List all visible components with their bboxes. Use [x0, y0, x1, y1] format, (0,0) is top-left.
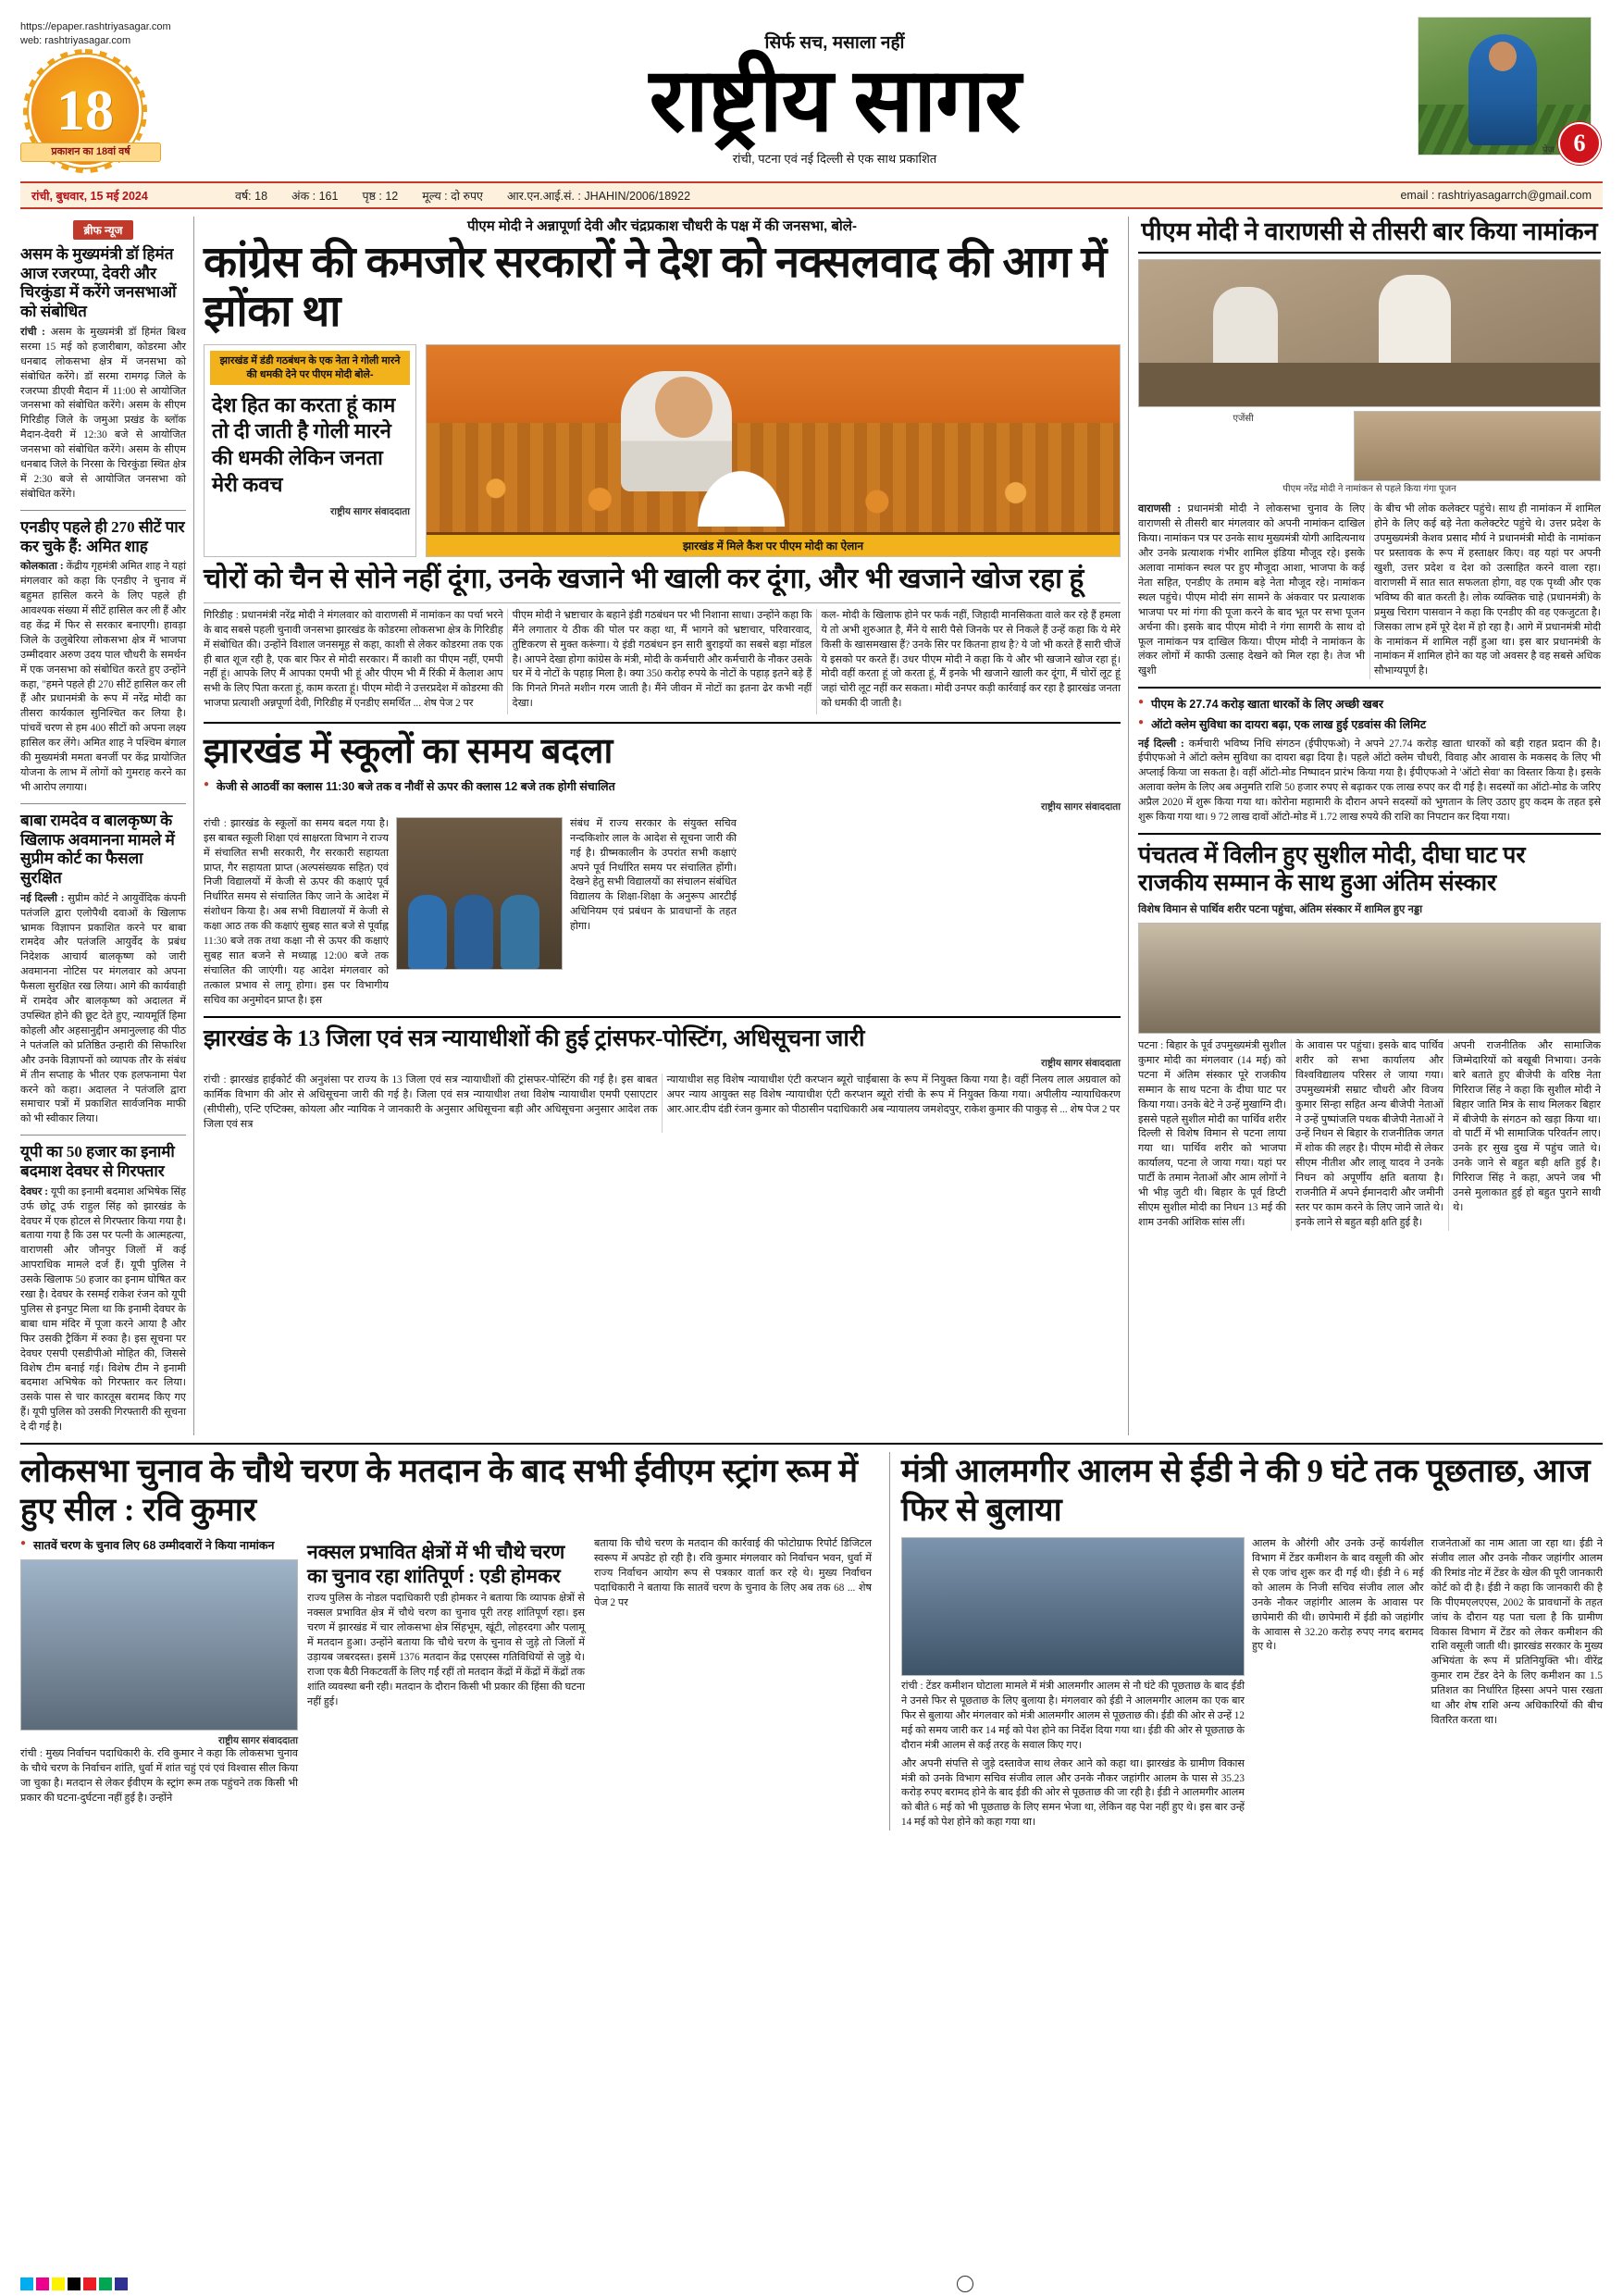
epfo-subbullet: ● ऑटो क्लेम सुविधा का दायरा बढ़ा, एक लाख हुई एडवांस की लिमिट — [1138, 716, 1601, 733]
lead-photo — [426, 344, 1121, 557]
brief-headline: यूपी का 50 हजार का इनामी बदमाश देवघर से गिरफ्तार — [20, 1143, 175, 1180]
info-bar — [20, 181, 1603, 209]
print-color-bar — [20, 2277, 128, 2290]
evm-headline: लोकसभा चुनाव के चौथे चरण के मतदान के बाद सभी ईवीएम स्ट्रांग रूम में हुए सील : रवि कुमार — [20, 1453, 859, 1529]
brief-place: कोलकाता : — [20, 561, 64, 573]
ed-text-col1: रांची : टेंडर कमीशन घोटाला मामले में मंत्री आलमगीर आलम से नौ घंटे की पूछताछ के बाद ईडी ने उनसे फिर से पूछताछ के लिए बुलाया है। मंगलवार को ईडी ने आलमगीर आलम का एक बार फिर से बुलाया और मंगलवार को मंत्री आलमगीर आलम से पूछताछ की। ईडी की ओर से उन्हें 12 मई को समय जारी कर 14 मई को पेश होने का निर्देश दिया गया था। ईडी की ओर से पूछताछ के दौरान मंत्री आलम से कई तरह के सवाल किए गए। — [901, 1681, 1245, 1751]
evm-story — [20, 1452, 890, 1831]
evm-text-col3: बताया कि चौथे चरण के मतदान की कार्रवाई की फोटोग्राफ रिपोर्ट डिजिटल स्वरूप में अपडेट हो रही है। रवि कुमार मंगलवार को निर्वाचन भवन, धुर्वा में राज्य निर्वाचन आयोग रूप से पत्रकार वार्ता कर रहे थे। मुख्य निर्वाचन पदाधिकारी ने बताया कि सातवें चरण के चुनाव के लिए अब तक 68 ... शेष पेज 2 पर — [594, 1538, 872, 1608]
schools-text-col1: रांची : झारखंड के स्कूलों का समय बदल गया है। इस बाबत स्कूली शिक्षा एवं साक्षरता विभाग ने राज्य में संचालित सभी सरकारी, गैर सरकारी सहायता प्राप्त, गैर सहायता प्राप्त (अल्पसंख्यक सहित) एवं निजी विद्यालयों में केजी से ऊपर की कक्षाएं पूर्व निर्धारित समय से संचालित किए जाने के आदेश में संशोधन किया है। अब सभी विद्यालयों में केजी से कक्षा आठ तक की कक्षाएं सुबह सात बजे से पूर्वाह्न 11:30 बजे तक तथा कक्षा नौ से ऊपर की कक्षाएं सुबह सात बजने से मध्याह्न 12:00 बजे तक संचालित की जाएंगी। यह आदेश मंगलवार को तत्काल प्रभाव से लागू होगा। इस पर विभागीय सचिव का अनुमोदन प्राप्त है। इस — [204, 817, 389, 1006]
brief-news-column — [20, 217, 194, 1435]
color-swatch-green — [99, 2277, 112, 2290]
lead-body — [204, 609, 1121, 714]
lead-body-col3: कल- मोदी के खिलाफ होने पर फर्क नहीं, जिहादी मानसिकता वाले कर रहे हैं हमला ये तो अभी शुरुआत है, मैंने ये सारी पैसे जिनके पर से निकले हैं उन्हें कहा कि ये मेरे किसी के खासमखास हैं? उनके सिर पर कितना हाथ है? ये जो भी करते हैं सारी चीजें ये इसको पर करते हैं। उधर पीएम मोदी ने कहा कि ये और भी खजाने खोज रहा हूं। मोदी वहीं करता हूं जो करता हूं, मैं इनके भी खजाने खाली कर दूंगा, मैं चोरों लूट हूं जहां चोरी लूट नहीं कर सकता। मोदी उनपर कड़ी कार्रवाई कर रहा है झारखंड जनता को धमकी दी जाती है। — [821, 609, 1121, 710]
lead-quote-text: देश हित का करता हूं काम तो दी जाती है गोली मारने की धमकी लेकिन जनता मेरी कवच — [212, 392, 396, 496]
rni-number: आर.एन.आई.सं. : JHAHIN/2006/18922 — [506, 189, 691, 203]
sushil-modi-headline: पंचतत्व में विलीन हुए सुशील मोदी, दीघा घाट पर राजकीय सम्मान के साथ हुआ अंतिम संस्कार — [1138, 842, 1526, 897]
masthead-tagline-bottom: रांची, पटना एवं नई दिल्ली से एक साथ प्रकाशित — [732, 151, 937, 166]
masthead-right — [1418, 17, 1603, 172]
brief-item — [20, 245, 186, 503]
brief-text: केंद्रीय गृहमंत्री अमित शाह ने यहां मंगलवार को कहा कि एनडीए ने चुनाव में बहुमत हासिल करने के लिए पहले ही आवश्यक संख्या में सीटें हासिल कर ली हैं और वह केंद्र में फिर से सरकार बनाएगी। हावड़ा जिले के उलुबेरिया लोकसभा क्षेत्र में भाजपा उम्मीदवार अरुण उदय पाल चौधरी के समर्थन में एक जनसभा को संबोधित करते हुए उन्होंने कहा, "हमने पहले ही 270 सीटें हासिल कर ली हैं और प्रधानमंत्री के रूप में नरेंद्र मोदी का तीसरा कार्यकाल सुनिश्चित कर लिया है। पांचवें चरण से हम 400 सीटों को अपना लक्ष्य हासिल कर लेंगे। अमित शाह ने पश्चिम बंगाल की मुख्यमंत्री ममता बनर्जी पर केंद्र प्रायोजित योजना के लाभ में लोगों को गुमराह करने का भी आरोप लगाया। — [20, 561, 186, 793]
color-swatch-red — [83, 2277, 96, 2290]
lead-headline: कांग्रेस की कमजोर सरकारों ने देश को नक्सलवाद की आग में झोंका था — [204, 239, 1107, 337]
brief-place: देवघर : — [20, 1185, 48, 1198]
ed-text-col4: राजनेताओं का नाम आता जा रहा था। ईडी ने संजीव लाल और उनके नौकर जहांगीर आलम की रिमांड नोट में टेंडर के खेल की पूरी जानकारी कोर्ट को दी है। ईडी ने कहा कि जानकारी की है कि पीएमएलएएस, 2002 के प्रावधानों के तहत जांच के दौरान यह पता चला है कि ग्रामीण विकास विभाग में टेंडर को लेकर कमीशन की राशि वसूली जाती थी। झारखंड सरकार के मुख्य अभियंता के रूप में प्रतिनियुक्ति भी। वीरेंद्र कुमार राम टेंडर देने के लिए कमीशन का 1.5 प्रतिशत का निर्धारित हिस्सा अपने पास रखता था और शेष राशि अन्य अधिकारियों की बीच वितरित करता था। — [1431, 1538, 1603, 1726]
color-swatch-cyan — [20, 2277, 33, 2290]
judges-headline: झारखंड के 13 जिला एवं सत्र न्यायाधीशों की हुई ट्रांसफर-पोस्टिंग, अधिसूचना जारी — [204, 1025, 865, 1051]
dateline: रांची, बुधवार, 15 मई 2024 — [31, 189, 148, 203]
funeral-photo — [1138, 923, 1601, 1034]
brief-place: नई दिल्ली : — [20, 892, 65, 904]
ganga-puja-caption: पीएम नरेंद्र मोदी ने नामांकन से पहले किया गंगा पूजन — [1282, 484, 1456, 495]
ed-text-col3: आलम के औरंगी और उनके उन्हें कार्यशील विभाग में टेंडर कमीशन के बाद वसूली की ओर से एक जांच शुरू कर दी गई थी। ईडी ने 6 मई को आलम के निजी सचिव संजीव लाल और उनके नौकर जहांगीर आलम के आवास पर छापेमारी की थी। छापेमारी में ईडी को जहांगीर के आवास से 32.20 करोड़ रुपए नगद बरामद हुए थे। — [1252, 1538, 1424, 1653]
divider — [204, 722, 1121, 724]
email-address[interactable]: email : rashtriyasagarrch@gmail.com — [1400, 189, 1592, 202]
lead-kicker: पीएम मोदी ने अन्नापूर्णा देवी और चंद्रप्रकाश चौधरी के पक्ष में की जनसभा, बोले- — [467, 218, 857, 234]
schools-bullet: ● केजी से आठवीं का क्लास 11:30 बजे तक व नौवीं से ऊपर की क्लास 12 बजे तक होगी संचालित — [204, 778, 1121, 795]
color-swatch-blue — [115, 2277, 128, 2290]
brief-news-kicker: ब्रीफ न्यूज — [73, 220, 134, 240]
judges-text-col1: रांची : झारखंड हाईकोर्ट की अनुशंसा पर राज्य के 13 जिला एवं सत्र न्यायाधीशों की ट्रांसफर-पोस्टिंग की गई है। इस बाबत कार्मिक विभाग की ओर से अधिसूचना जारी की गई है। जिला एवं सत्र न्यायाधीश तथा विशेष न्यायाधीश एमपी एसाएटार (सीपीसी), एन्टि एप्टिक्स, कोयला और न्यायिक ने जानकारी के अनुसार अधिसूचना बड़ी और अधिसूचना अनुसार आदेश तक जिला एवं सत्र — [204, 1074, 658, 1130]
color-swatch-black — [68, 2277, 81, 2290]
volume-year: वर्ष: 18 — [235, 189, 268, 203]
brief-item — [20, 1143, 186, 1435]
lead-media-row — [204, 344, 1121, 557]
sushil-text-col2: के आवास पर पहुंचा। इसके बाद पार्थिव शरीर को सभा कार्यालय और विश्वविद्यालय परिसर ले जाया गया। उपमुख्यमंत्री सम्राट चौधरी और विजय कुमार सिन्हा सहित अन्य बीजेपी नेताओं ने उन्हें पुष्पांजलि पथक बीजेपी नेताओं ने उन्हें निधन से बिहार के राजनीतिक जगत में शोक की लहर है। पीएम मोदी से लेकर सीएम नीतीश और लालू यादव ने उनके निधन को अपूर्णीय क्षति बताया है। राजनीति में अपने ईमानदारी और जमीनी स्तर पर काम करने के लिए जाने जाते थे। इनके लाने से बहुत बड़ी क्षति हुई है। — [1295, 1040, 1443, 1228]
anniversary-badge — [20, 57, 159, 168]
lead-body-col1: गिरिडीह : प्रधानमंत्री नरेंद्र मोदी ने मंगलवार को वाराणसी में नामांकन का पर्चा भरने के बाद सबसे पहली चुनावी जनसभा झारखंड के कोडरमा लोकसभा क्षेत्र के गिरिडीह में संबोधित की। उन्होंने विशाल जनसमूह से कहा, काशी से लेकर कोडरमा तक एक ही बात शूज रही है, एक बार फिर से मोदी सरकार। मैं काशी का पीएम नहीं, एमपी नहीं हूं। आपके लिए मैं आपका एमपी भी हूं और पीएम भी मैं रिंकी में कैलाश आप सभी के लिए पिता करता हूं, काम करता हूं। पीएम मोदी ने उत्तरप्रदेश में कोडरमा की भाजपा प्रत्याशी अन्नपूर्णा देवी, गिरिडीह में एनडीए समर्थित ... शेष पेज 2 पर — [204, 609, 503, 710]
divider — [1138, 833, 1601, 835]
sushil-text-col3: अपनी राजनीतिक और सामाजिक जिम्मेदारियों को बखूबी निभाया। उनके बारे बताते हुए बीजेपी के वरिष्ठ नेता गिरिराज सिंह ने कहा कि सुशील मोदी ने बिहार जाति मित्र के साथ मिलकर बिहार में बीजेपी के संगठन को खड़ा किया था। वो पार्टी में भी सामाजिक परिवर्तन लाए। उनके हर सुख दुख में पहुंच जाते थे। उनके जाने से बहुत बड़ी क्षति हुई है। गिरिराज सिंह ने कहा, अपने जब भी उनसे मुलाकात हुई हो बहुत पुराने साथी थे। — [1453, 1040, 1601, 1214]
issue-number: अंक : 161 — [291, 189, 339, 203]
lead-subhead: चोरों को चैन से सोने नहीं दूंगा, उनके खजाने भी खाली कर दूंगा, और भी खजाने खोज रहा हूं — [204, 564, 1084, 595]
ed-headline: मंत्री आलमगीर आलम से ईडी ने की 9 घंटे तक पूछताछ, आज फिर से बुलाया — [901, 1453, 1591, 1529]
epfo-text: कर्मचारी भविष्य निधि संगठन (ईपीएफओ) ने अपने 27.74 करोड़ खाता धारकों को बड़ी राहत प्रदान की है। ईपीएफओ ने ऑटो क्लेम सुविधा का दायरा बढ़ा दिया है। पहले ऑटो क्लेम चौधरी, विवाह और आवास के मकसद के लिए भी अप्लाई किया जा सकता है। वहीं ऑटो-मोड निष्पादन प्रारंभ किया गया है। ईपीएफओ ने 'ऑटो सेवा' का विस्तार किया है। इसके अलावा क्लेम के लिए अब अनुमति राशि 50 हजार रुपए से बढ़ाकर एक लाख रुपए कर दी गई है। सदस्यों का ऑटो-मोड के जरिए अप्रैल 2020 में शुरू किया गया था। कोरोना महामारी के दौरान अपने सदस्यों को भुगतान के लिए उठाए हुए कदम के तहत इसे शुरू किया गया था। 9 72 लाख दावों ऑटो-मोड में 1.72 लाख रुपये की राशि का निपटान कर दिया गया। — [1138, 738, 1602, 824]
photo-credit: एजेंसी — [1233, 414, 1254, 425]
brief-text: सुप्रीम कोर्ट ने आयुर्वेदिक कंपनी पतंजलि द्वारा एलोपैथी दवाओं के खिलाफ भ्रामक विज्ञापन प्रकाशित करने पर बाबा रामदेव और पतंजलि आयुर्वेद के प्रबंध निदेशक आचार्य बालकृष्ण को जारी अवमानना नोटिस पर मंगलवार को अपना फैसला सुरक्षित रख लिया। आगे की कार्यवाही में रामदेव और बालकृष्ण को अदालत में उपस्थित होने की छूट देते हुए, न्यायमूर्ति हिमा कोहली और अहसानुद्दीन अमानुल्लाह की पीठ ने पतंजलि को प्रतिष्ठित उन्हारी की सिफारिश और उनके विज्ञापनों को व्यापक तौर के संबंध में तीन सप्ताह के भीतर एक हलफनामा पेश करने को कहा। अदालत ने पतंजलि द्वारा समाचार पत्रों में प्रकाशित सार्वजनिक माफी को भी स्वीकार लिया। — [20, 892, 187, 1125]
student-figure — [501, 895, 539, 969]
main-grid — [20, 217, 1603, 1435]
nomination-place: वाराणसी : — [1138, 503, 1182, 515]
sushil-modi-story — [1138, 842, 1601, 1231]
lead-quote-byline: राष्ट्रीय सागर संवाददाता — [329, 506, 410, 518]
person-face — [1489, 42, 1517, 71]
desk-decor — [1139, 363, 1600, 406]
color-swatch-yellow — [52, 2277, 65, 2290]
schools-photo — [396, 817, 563, 970]
divider — [20, 1135, 186, 1136]
brief-place: रांची : — [20, 326, 45, 338]
ganga-puja-photo — [1354, 411, 1601, 481]
evm-subcaption: ● सातवें चरण के चुनाव लिए 68 उम्मीदवारों ने किया नामांकन — [20, 1537, 298, 1554]
alamgir-photo — [901, 1537, 1245, 1676]
student-figure — [454, 895, 493, 969]
brief-text: असम के मुख्यमंत्री डॉ हिमंत बिश्व सरमा 15 मई को हजारीबाग, कोडरमा और धनबाद लोकसभा क्षेत्र में जनसभा को संबोधित करेंगे। डॉ सरमा रामगढ़ जिले के रजरप्पा डीएवी मैदान में 11:00 से आयोजित जनसभा को संबोधित करेंगे। असम के सीएम गिरिडीह जिले के जमुआ प्रखंड के ब्लॉक मैदान-देवरी में 12:30 बजे से आयोजित जनसभा को संबोधित करेंगे। असम के सीएम धनबाद जिले के निरसा के चिरकुंडा स्थित क्षेत्र में 2:30 बजे से आयोजित जनसभा को संबोधित करेंगे। — [20, 326, 187, 500]
lotus-symbol-icon — [690, 462, 792, 527]
page-badge: 6 — [1558, 122, 1601, 165]
page-count: पृष्ठ : 12 — [362, 189, 399, 203]
brief-item — [20, 812, 186, 1127]
masthead — [20, 17, 1603, 181]
color-swatch-magenta — [36, 2277, 49, 2290]
badge-ribbon: प्रकाशन का 18वां वर्ष — [20, 143, 161, 162]
epfo-story — [1138, 696, 1601, 825]
nomination-text-col2: के बीच भी लोक कलेक्टर पहुंचे। साथ ही नामांकन में शामिल होने के लिए कई बड़े नेता कलेक्टरेट पहुंचे थे। उत्तर प्रदेश के उपमुख्यमंत्री केशव प्रसाद मौर्य ने प्रधानमंत्री मोदी के नामांकन पर प्रस्तावक के रूप में हस्ताक्षर किए। वह यहां पर अपनी खुशी, उत्तर प्रदेश व देश को उत्साहित करने वाला रहा। वाराणसी में सात सात सफलता होगा, वह एक पृथ्वी और एक भविष्य की बात करती है। लोक व्यक्तिक चाहे (प्रधानमंत्री) के प्रमुख चिराग पासवान ने कहा कि एनडीए की वह एकजुटता है। जिसका लाभ हमें पूरे देश में हो रहा है। आगे में प्रधानमंत्री मोदी के नामांकन में शामिल नहीं हुआ था। इस बार प्रधानमंत्री के नामांकन में शामिल होने का यह जो अवसर है वह सबसे अधिक सौभाग्यपूर्ण है। — [1374, 503, 1601, 677]
bottom-section — [20, 1452, 1603, 1831]
badge-number: 18 — [56, 79, 114, 143]
lead-quote-caption: झारखंड में डंडी गठबंधन के एक नेता ने गोली मारने की धमकी देने पर पीएम मोदी बोले- — [210, 351, 410, 385]
lead-photo-caption: झारखंड में मिले कैश पर पीएम मोदी का ऐलान — [427, 535, 1120, 556]
lead-quote-box — [204, 344, 416, 557]
sushil-text-col1: पटना : बिहार के पूर्व उपमुख्यमंत्री सुशील कुमार मोदी का मंगलवार (14 मई) को पटना में अंतिम संस्कार पूरे राजकीय सम्मान के साथ पटना के दीघा घाट पर किया गया। उनके बेटे ने उन्हें मुखाग्नि दी। इससे पहले सुशील मोदी का पार्थिव शरीर दिल्ली से विशेष विमान से पटना लाया गया था। पार्थिव शरीर को भाजपा कार्यालय, पटना ले जाया गया। यहां पर पार्टी के तमाम नेताओं और आम लोगों ने भी भीड़ जुटी थी। बिहार के पूर्व डिप्टी सीएम सुशील मोदी का निधन 13 मई की शाम उनकी आंशिक सांस लीं। — [1138, 1040, 1286, 1228]
brief-headline: असम के मुख्यमंत्री डॉ हिमंत आज रजरप्पा, देवरी और चिरकुंडा में करेंगे जनसभाओं को संबोधित — [20, 245, 177, 321]
divider — [1138, 687, 1601, 689]
pm-figure — [1379, 275, 1451, 377]
divider — [204, 602, 1121, 603]
masthead-center — [252, 17, 1418, 167]
brief-headline: एनडीए पहले ही 270 सीटें पार कर चुके हैं: अमित शाह — [20, 517, 185, 555]
judges-byline: राष्ट्रीय सागर संवाददाता — [1040, 1058, 1121, 1070]
ed-text-col2: और अपनी संपत्ति से जुड़े दस्तावेज साथ लेकर आने को कहा था। झारखंड के ग्रामीण विकास मंत्री को उनके विभाग सचिव संजीव लाल और उनके नौकर जहांगीर आलम के पास से 35.23 करोड़ रुपए बरामद होने के बाद ईडी की ओर से पूछताछ की जा रही है। ईडी ने आलमगीर आलम को बीते 6 मई को भी पूछताछ के लिए समन भेजा था, लेकिन वह पेश नहीं हुए थे। इस बार उन्हें 14 मई को पेश होने को कहा गया था। — [901, 1757, 1245, 1829]
price: मूल्य : दो रुपए — [422, 189, 483, 203]
evm-press-photo — [20, 1559, 298, 1731]
page-badge-label: पेज — [1542, 145, 1555, 155]
epaper-url[interactable]: https://epaper.rashtriyasagar.com — [20, 21, 171, 32]
official-figure — [1213, 287, 1278, 372]
nomination-text-col1: प्रधानमंत्री मोदी ने लोकसभा चुनाव के लिए वाराणसी से तीसरी बार मंगलवार को अपनी नामांकन दाखिल किया। नामांकन पत्र पर उनके साथ मुख्यमंत्री योगी आदित्यनाथ और उनके प्रत्याशक गंभीर शामिल इंडिया मौजूद रहे। इसके अलावा नामांकन स्थल पर हुए मौजूदा आशा, भाजपा के कई नेता सहित, एनडीए के तमाम बड़े नेता मौजूद रहे। नामांकन स्थल पहुंचे। पीएम मोदी संग सामने के अंकवार पर प्रत्याशक भाजपा पर मां गंगा की पूजा करने के बाद भूत पर सभा पूजन अर्चना की। इसके बाद पीएम मोदी ने गंगा सागरी के साथ दो फूल नामांकन पत्र दाखिल किया। पीएम मोदी ने नामांकन के लंकर लोगों में काफी उत्साह देखने को मिल रहा है। तेज भी खुशी — [1138, 503, 1366, 677]
web-url[interactable]: web: rashtriyasagar.com — [20, 34, 131, 46]
modi-nomination-photo — [1138, 259, 1601, 407]
divider — [204, 1016, 1121, 1018]
lead-story-column — [204, 217, 1129, 1435]
judges-transfer-story — [204, 1025, 1121, 1133]
sushil-modi-deck: विशेष विमान से पार्थिव शरीर पटना पहुंचा, अंतिम संस्कार में शामिल हुए नड्डा — [1138, 903, 1423, 915]
brief-text: यूपी का इनामी बदमाश अभिषेक सिंह उर्फ छोटू उर्फ राहुल सिंह को झारखंड के देवघर में एक होटल से गिरफ्तार किया गया है। बताया गया है कि उस पर पत्नी के आत्महत्या, वाराणसी और जौनपुर जिलों में कई आपराधिक मामले दर्ज हैं। यूपी पुलिस ने उसके खिलाफ 50 हजार का इनाम घोषित कर रखा है। देवघर के रसमई राकेश रंजन को यूपी पुलिस से इनपुट मिला था कि इनामी देवघर के बाबा धाम मंदिर में पूजा करने आया है और फिर उसकी ट्रैकिंग में रुका है। इस सूचना पर देवघर एसपी एसडीपीओ मोहित की, जिससे विशेष टीम बनाई गई। विशेष टीम ने इनामी बदमाश अभिषेक को गिरफ्तार कर लिया। उसके पास से चार कारतूस बरामद किए गए हैं। यूपी पुलिस को उसकी गिरफ्तारी की सूचना दे दी गई है। — [20, 1185, 187, 1433]
modi-nomination-headline: पीएम मोदी ने वाराणसी से तीसरी बार किया नामांकन — [1138, 217, 1601, 254]
ed-alamgir-story — [901, 1452, 1603, 1831]
lead-body-col2: पीएम मोदी ने भ्रष्टाचार के बहाने इंडी गठबंधन पर भी निशाना साधा। उन्होंने कहा कि मैंने लगातार ये ठीक की पोल पर कहा था, मैं भागने को भ्रष्टाचार, परिवारवाद, तुष्टिकरण से मुक्त करूंगा। ये इंडी गठबंधन इन सारी बुराइयों का सबसे बड़ा मॉडल है। आपने देखा होगा कांग्रेस के मंत्री, मोदी के कर्मचारी और कर्मचारी के नौकर उसके घर में ये नोटों के पहाड़ मिला है। क्या 350 करोड़ रुपये के नोटों के पहाड़ इतने बड़े हैं कि गिनते गिनते मशीन गरम जाती है। मैंने जीवन में नोटों का इतना ढेर कभी नहीं देखा। — [512, 609, 812, 710]
registration-mark-icon — [957, 2276, 973, 2292]
evm-byline: राष्ट्रीय सागर संवाददाता — [217, 1735, 298, 1747]
schools-text-col2: संबंध में राज्य सरकार के संयुक्त सचिव नन्दकिशोर लाल के आदेश से सूचना जारी की गई है। ग्रीष्मकालीन के उपरांत सभी कक्षाएं अपने पूर्व निर्धारित समय पर संचालित होंगी। देखने हेतु सभी विद्यालयों का संचालन संबंधित विद्यालय के शिक्षा-शिक्षा के अनुरूप आरटीई अधिनियम एवं प्रबंधन के प्रावधानों के तहत होगा। — [570, 817, 737, 933]
masthead-left — [20, 17, 252, 168]
evm-text-col1: रांची : मुख्य निर्वाचन पदाधिकारी के. रवि कुमार ने कहा कि लोकसभा चुनाव के चौथे चरण के निर्वाचन शांति, धुर्वा में शांत चहुं एवं एवं विश्वास सील किया जा चुका है। मतदान से लेकर ईवीएम के स्ट्रांग रूम तक पहुंचने तक किसी भी प्रकार की घटना-दुर्घटना नहीं हुई है। उन्होंने — [20, 1748, 298, 1804]
schools-headline: झारखंड में स्कूलों का समय बदला — [204, 731, 613, 771]
mid-second-row — [204, 731, 1121, 1009]
epfo-headline: ● पीएम के 27.74 करोड़ खाता धारकों के लिए अच्छी खबर — [1138, 696, 1601, 713]
schools-byline: राष्ट्रीय सागर संवाददाता — [1040, 800, 1121, 813]
naxal-text: राज्य पुलिस के नोडल पदाधिकारी एडी होमकर ने बताया कि व्यापक क्षेत्रों से नक्सल प्रभावित क्षेत्र में चौथे चरण का चुनाव पूरी तरह शांतिपूर्ण रहा। इस चरण में झारखंड में चार लोकसभा क्षेत्र सिंहभूम, खूंटी, लोहरदगा और पलामू में मतदान हुआ। उन्होंने बताया कि चौथे चरण के चुनाव से जुड़े तो जिलों में उड़ायब जबरदस्त। इसमें 1376 मतदान केंद्र एसएस्स गतिविधियों से जुड़े थे। राजा एक बैठी निकटवर्ती के लिए गईं रहीं तो मतदान केंद्रों में केंद्रों में केंद्रों तक शांति व्यवस्था बनी रही। मतदान के दौरान किसी भी प्रकार की हिंसा की घटना नहीं हुई। — [307, 1593, 585, 1707]
divider — [20, 1443, 1603, 1445]
divider — [20, 510, 186, 511]
epfo-place: नई दिल्ली : — [1138, 738, 1184, 750]
judges-text-col2: न्यायाधीश सह विशेष न्यायाधीश एंटी करप्शन ब्यूरो चाईबासा के रूप में नियुक्त किया गया है। वहीं निलय लाल अग्रवाल को अपर न्याय आयुक्त सह विशेष न्यायाधीश एंटी करप्शन ब्यूरो रांची के रूप में नियुक्त किया गया। अपीलीय न्यायाधिकरण आर.आर.दीप दंडी रंजन कुमार को पीठासीन पदाधिकारी अब न्यायालय जमशेदपुर, राकेश कुमार की पाकुड़ से ... शेष पेज 2 पर — [666, 1074, 1121, 1115]
brief-item — [20, 518, 186, 796]
brief-headline: बाबा रामदेव व बालकृष्ण के खिलाफ अवमानना मामले में सुप्रीम कोर्ट का फैसला सुरक्षित — [20, 811, 175, 887]
masthead-tagline-top: सिर्फ सच, मसाला नहीं — [764, 33, 905, 53]
student-figure — [408, 895, 447, 969]
right-column — [1138, 217, 1601, 1435]
newspaper-title: राष्ट्रीय सागर — [649, 51, 1021, 150]
divider — [20, 803, 186, 804]
naxal-headline: नक्सल प्रभावित क्षेत्रों में भी चौथे चरण का चुनाव रहा शांतिपूर्ण : एडी होमकर — [307, 1541, 565, 1587]
